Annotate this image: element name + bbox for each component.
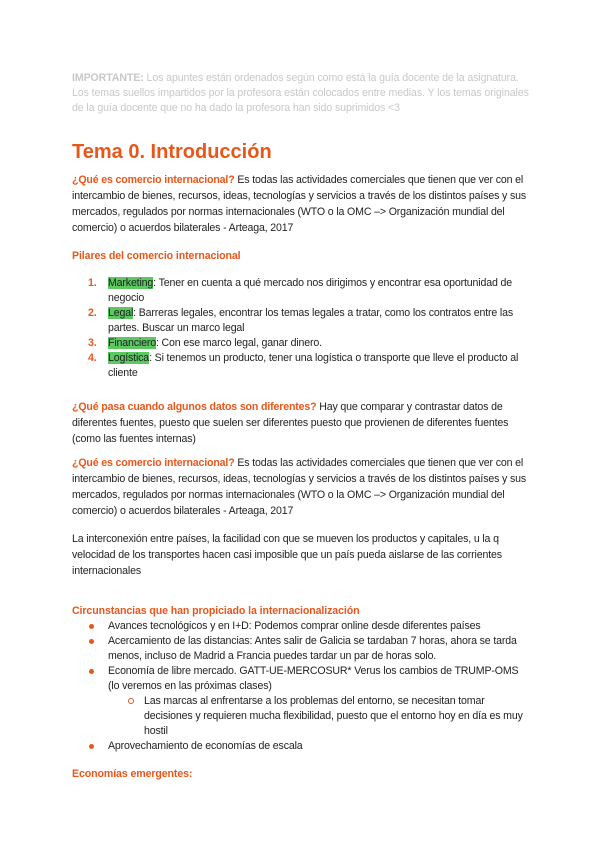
circumstance-text: Economía de libre mercado. GATT-UE-MERCOSUR* Verus los cambios de TRUMP-OMS (lo veremos en las próximas clases) (108, 665, 519, 692)
important-note (72, 71, 532, 116)
important-text: Los apuntes están ordenados según como está la guía docente de la asignatura. Los temas suellos impartidos por la profesora están colocados entre medias. Y los temas originales de la guía docente que no ha dado la profesora han sido suprimidos <3 (72, 72, 529, 114)
sub-item-text: Las marcas al enfrentarse a los problemas del entorno, se necesitan tomar decisiones y requieren mucha flexibilidad, puesto que el entorno hoy en día es muy hostil (144, 695, 523, 737)
list-number: 4. (88, 352, 97, 364)
emerging-heading: Economías emergentes: (72, 768, 193, 780)
circumstance-text: Aprovechamiento de economías de escala (108, 740, 303, 752)
bullet-icon (89, 744, 94, 749)
definition-text-1: Es todas las actividades comerciales que tienen que ver con el intercambio de bienes, recursos, ideas, tecnologías y servicios a través de los distintos países y sus mercados, regulados por normas internacionales (WTO o la OMC –> Organización mundial del comercio) o acuerdos bilaterales - Arteaga, 2017 (72, 174, 526, 234)
list-item (72, 664, 532, 739)
list-item (72, 306, 532, 336)
list-item (72, 619, 532, 634)
definition-text-2: Es todas las actividades comerciales que tienen que ver con el intercambio de bienes, recursos, ideas, tecnologías y servicios a través de los distintos países y sus mercados, regulados por normas internacionales (WTO o la OMC –> Organización mundial del comercio) o acuerdos bilaterales - Arteaga, 2017 (72, 457, 526, 517)
definition-question-2: ¿Qué es comercio internacional? (72, 457, 235, 469)
interconnection-paragraph: La interconexión entre países, la facilidad con que se mueven los productos y capitales, u la q velocidad de los transportes hacen casi imposible que un país pueda aislarse de las corrientes internacionales (72, 533, 502, 577)
circumstances-heading: Circunstancias que han propiciado la internacionalización (72, 605, 360, 617)
definition-question-1: ¿Qué es comercio internacional? (72, 174, 235, 186)
pillar-text: : Con ese marco legal, ganar dinero. (155, 337, 322, 349)
definition-paragraph-1 (72, 172, 532, 236)
list-item (72, 634, 532, 664)
pillars-list (72, 276, 532, 381)
circumstances-list (72, 619, 532, 754)
circumstance-text: Avances tecnológicos y en I+D: Podemos comprar online desde diferentes países (108, 620, 481, 632)
sub-list (108, 694, 532, 739)
list-item (72, 351, 532, 381)
different-data-text: Hay que comparar y contrastar datos de diferentes fuentes, puesto que suelen ser diferentes puesto que provienen de diferentes fuentes (como las fuentes internas) (72, 401, 509, 445)
bullet-icon (89, 639, 94, 644)
pillar-term: Financiero (108, 337, 156, 349)
list-number: 2. (88, 307, 97, 319)
list-number: 3. (88, 337, 97, 349)
list-item (72, 336, 532, 351)
page-title: Tema 0. Introducción (72, 141, 272, 163)
bullet-icon (89, 624, 94, 629)
important-label: IMPORTANTE: (72, 72, 144, 84)
list-item (72, 739, 532, 754)
different-data-paragraph (72, 399, 532, 447)
document-page (72, 71, 532, 782)
pillar-text: : Barreras legales, encontrar los temas legales a tratar, como los contratos entre las partes. Buscar un marco legal (108, 307, 514, 334)
circle-bullet-icon (128, 698, 134, 704)
list-item (72, 276, 532, 306)
circumstance-text: Acercamiento de las distancias: Antes salir de Galicia se tardaban 7 horas, ahora se tarda menos, incluso de Madrid a Francia puedes tardar un par de horas solo. (108, 635, 517, 662)
pillar-term: Logística (108, 352, 150, 364)
different-data-question: ¿Qué pasa cuando algunos datos son diferentes? (72, 401, 317, 413)
pillar-term: Legal (108, 307, 134, 319)
pillar-text: : Tener en cuenta a qué mercado nos dirigimos y encontrar esa oportunidad de negocio (108, 277, 512, 304)
pillar-text: : Si tenemos un producto, tener una logística o transporte que lleve el producto al cliente (108, 352, 519, 379)
list-number: 1. (88, 277, 97, 289)
sub-list-item (108, 694, 532, 739)
definition-paragraph-2 (72, 455, 532, 519)
pillars-heading: Pilares del comercio internacional (72, 250, 241, 262)
bullet-icon (89, 669, 94, 674)
pillar-term: Marketing (108, 277, 154, 289)
